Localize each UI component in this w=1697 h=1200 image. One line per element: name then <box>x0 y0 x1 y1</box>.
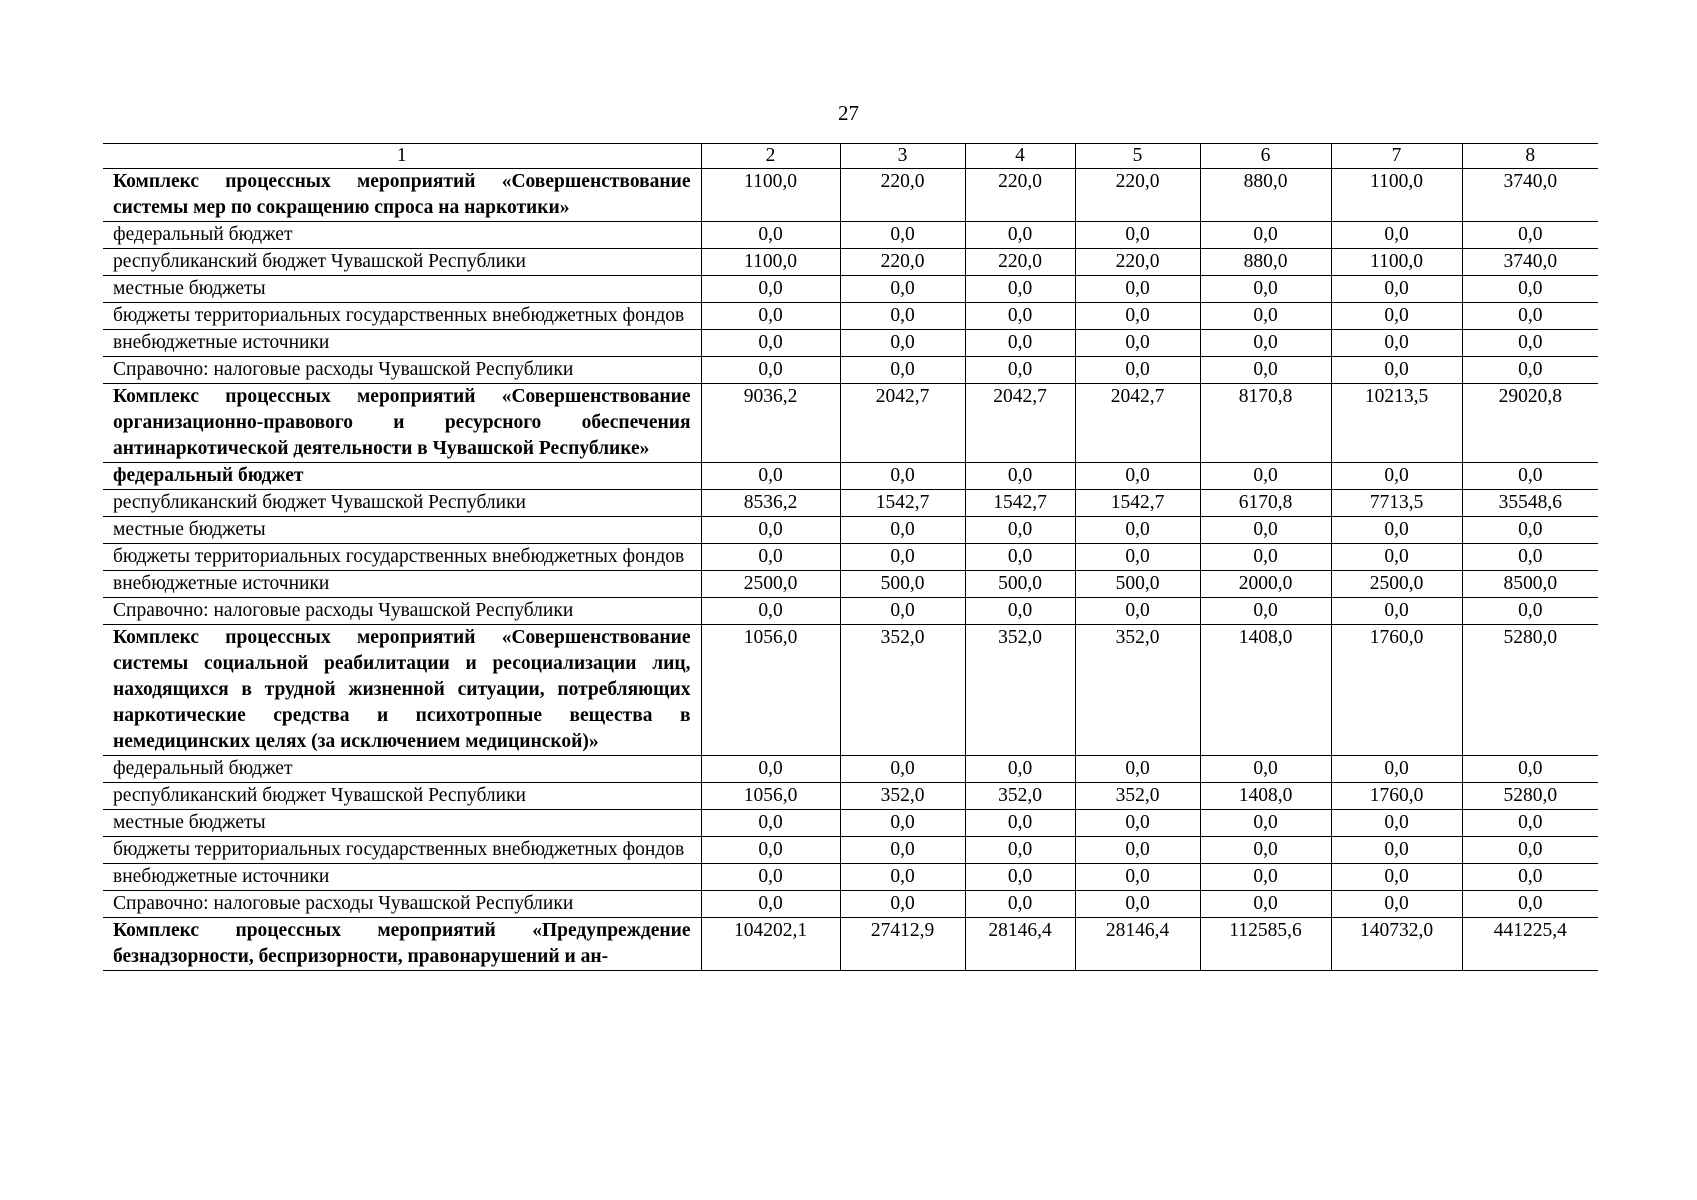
page-number: 27 <box>838 101 859 125</box>
value-cell: 0,0 <box>1200 810 1331 837</box>
table-row <box>103 598 1598 625</box>
value-cell: 0,0 <box>840 756 965 783</box>
value-cell: 0,0 <box>965 463 1075 490</box>
value-cell: 0,0 <box>1462 756 1598 783</box>
value-cell: 0,0 <box>1200 598 1331 625</box>
value-cell: 880,0 <box>1200 169 1331 222</box>
value-cell: 1408,0 <box>1200 783 1331 810</box>
value-cell: 0,0 <box>701 810 840 837</box>
table-row <box>103 864 1598 891</box>
value-cell: 0,0 <box>1331 303 1462 330</box>
value-cell: 0,0 <box>1200 756 1331 783</box>
value-cell: 0,0 <box>840 864 965 891</box>
value-cell: 0,0 <box>965 810 1075 837</box>
value-cell: 500,0 <box>965 571 1075 598</box>
value-cell: 441225,4 <box>1462 918 1598 971</box>
value-cell: 0,0 <box>840 598 965 625</box>
value-cell: 352,0 <box>840 783 965 810</box>
value-cell: 0,0 <box>1075 891 1200 918</box>
value-cell: 0,0 <box>1075 598 1200 625</box>
table-header-row <box>103 144 1598 169</box>
table-row <box>103 891 1598 918</box>
value-cell: 0,0 <box>1075 463 1200 490</box>
value-cell: 352,0 <box>840 625 965 756</box>
value-cell: 0,0 <box>1200 837 1331 864</box>
value-cell: 0,0 <box>1462 544 1598 571</box>
value-cell: 352,0 <box>965 783 1075 810</box>
value-cell: 2042,7 <box>840 384 965 463</box>
value-cell: 0,0 <box>965 517 1075 544</box>
table-row <box>103 463 1598 490</box>
value-cell: 0,0 <box>840 891 965 918</box>
value-cell: 0,0 <box>1462 330 1598 357</box>
row-label: федеральный бюджет <box>103 222 701 249</box>
table-row <box>103 783 1598 810</box>
row-label: Комплекс процессных мероприятий «Совершенствование системы социальной реабилитации и ресоциализации лиц, находящихся в трудной жизненной ситуации, потребляющих наркотические средства и психотропные вещества в немедицинских целях (за исключением медицинской)» <box>103 625 701 756</box>
value-cell: 352,0 <box>1075 783 1200 810</box>
value-cell: 1760,0 <box>1331 625 1462 756</box>
value-cell: 0,0 <box>701 891 840 918</box>
value-cell: 1100,0 <box>1331 249 1462 276</box>
row-label: местные бюджеты <box>103 810 701 837</box>
value-cell: 0,0 <box>1331 517 1462 544</box>
table-row <box>103 837 1598 864</box>
value-cell: 10213,5 <box>1331 384 1462 463</box>
value-cell: 0,0 <box>840 357 965 384</box>
table-row <box>103 625 1598 756</box>
table-row <box>103 169 1598 222</box>
value-cell: 0,0 <box>1462 891 1598 918</box>
row-label: Комплекс процессных мероприятий «Совершенствование организационно-правового и ресурсного обеспечения антинаркотической деятельности в Чувашской Республике» <box>103 384 701 463</box>
table-row <box>103 810 1598 837</box>
value-cell: 0,0 <box>965 303 1075 330</box>
row-label: Справочно: налоговые расходы Чувашской Республики <box>103 891 701 918</box>
value-cell: 0,0 <box>965 222 1075 249</box>
value-cell: 28146,4 <box>1075 918 1200 971</box>
value-cell: 0,0 <box>1075 810 1200 837</box>
value-cell: 0,0 <box>1075 544 1200 571</box>
value-cell: 0,0 <box>1462 810 1598 837</box>
value-cell: 0,0 <box>1075 276 1200 303</box>
column-header: 1 <box>103 144 701 169</box>
column-header: 4 <box>965 144 1075 169</box>
value-cell: 0,0 <box>701 276 840 303</box>
value-cell: 1542,7 <box>1075 490 1200 517</box>
value-cell: 0,0 <box>1200 864 1331 891</box>
value-cell: 0,0 <box>1462 598 1598 625</box>
value-cell: 0,0 <box>1462 222 1598 249</box>
column-header: 5 <box>1075 144 1200 169</box>
value-cell: 220,0 <box>840 249 965 276</box>
value-cell: 0,0 <box>965 330 1075 357</box>
row-label: внебюджетные источники <box>103 571 701 598</box>
value-cell: 3740,0 <box>1462 249 1598 276</box>
value-cell: 0,0 <box>1462 837 1598 864</box>
value-cell: 0,0 <box>1462 864 1598 891</box>
value-cell: 0,0 <box>1331 598 1462 625</box>
value-cell: 3740,0 <box>1462 169 1598 222</box>
value-cell: 0,0 <box>1331 463 1462 490</box>
value-cell: 5280,0 <box>1462 625 1598 756</box>
value-cell: 27412,9 <box>840 918 965 971</box>
value-cell: 0,0 <box>701 544 840 571</box>
value-cell: 1100,0 <box>1331 169 1462 222</box>
value-cell: 0,0 <box>840 517 965 544</box>
value-cell: 2500,0 <box>701 571 840 598</box>
value-cell: 0,0 <box>701 222 840 249</box>
value-cell: 0,0 <box>840 222 965 249</box>
value-cell: 0,0 <box>840 544 965 571</box>
value-cell: 6170,8 <box>1200 490 1331 517</box>
row-label: республиканский бюджет Чувашской Республики <box>103 783 701 810</box>
table-row <box>103 222 1598 249</box>
row-label: внебюджетные источники <box>103 330 701 357</box>
row-label: бюджеты территориальных государственных внебюджетных фондов <box>103 544 701 571</box>
value-cell: 0,0 <box>1462 357 1598 384</box>
value-cell: 0,0 <box>965 598 1075 625</box>
value-cell: 0,0 <box>1462 303 1598 330</box>
value-cell: 104202,1 <box>701 918 840 971</box>
value-cell: 0,0 <box>1200 330 1331 357</box>
column-header: 2 <box>701 144 840 169</box>
table-body <box>103 169 1598 971</box>
value-cell: 0,0 <box>1331 330 1462 357</box>
value-cell: 0,0 <box>1075 222 1200 249</box>
value-cell: 1760,0 <box>1331 783 1462 810</box>
table-row <box>103 357 1598 384</box>
value-cell: 0,0 <box>965 276 1075 303</box>
table-row <box>103 276 1598 303</box>
value-cell: 0,0 <box>1331 756 1462 783</box>
value-cell: 1100,0 <box>701 169 840 222</box>
value-cell: 0,0 <box>701 756 840 783</box>
row-label: местные бюджеты <box>103 276 701 303</box>
table-row <box>103 756 1598 783</box>
value-cell: 5280,0 <box>1462 783 1598 810</box>
value-cell: 0,0 <box>965 756 1075 783</box>
value-cell: 0,0 <box>965 891 1075 918</box>
value-cell: 0,0 <box>1331 544 1462 571</box>
value-cell: 2042,7 <box>965 384 1075 463</box>
value-cell: 880,0 <box>1200 249 1331 276</box>
value-cell: 1408,0 <box>1200 625 1331 756</box>
value-cell: 29020,8 <box>1462 384 1598 463</box>
row-label: бюджеты территориальных государственных внебюджетных фондов <box>103 837 701 864</box>
table-row <box>103 544 1598 571</box>
row-label: республиканский бюджет Чувашской Республики <box>103 490 701 517</box>
value-cell: 0,0 <box>1200 544 1331 571</box>
column-header: 3 <box>840 144 965 169</box>
row-label: Справочно: налоговые расходы Чувашской Республики <box>103 357 701 384</box>
column-header: 6 <box>1200 144 1331 169</box>
value-cell: 0,0 <box>701 303 840 330</box>
value-cell: 1542,7 <box>965 490 1075 517</box>
table-row <box>103 490 1598 517</box>
value-cell: 352,0 <box>965 625 1075 756</box>
table-row <box>103 330 1598 357</box>
column-header: 8 <box>1462 144 1598 169</box>
value-cell: 0,0 <box>965 837 1075 864</box>
value-cell: 0,0 <box>701 463 840 490</box>
value-cell: 0,0 <box>701 357 840 384</box>
value-cell: 0,0 <box>1331 222 1462 249</box>
value-cell: 28146,4 <box>965 918 1075 971</box>
value-cell: 0,0 <box>965 544 1075 571</box>
value-cell: 1056,0 <box>701 783 840 810</box>
value-cell: 0,0 <box>840 463 965 490</box>
row-label: Справочно: налоговые расходы Чувашской Республики <box>103 598 701 625</box>
value-cell: 2000,0 <box>1200 571 1331 598</box>
value-cell: 1542,7 <box>840 490 965 517</box>
value-cell: 35548,6 <box>1462 490 1598 517</box>
value-cell: 500,0 <box>1075 571 1200 598</box>
value-cell: 0,0 <box>1075 357 1200 384</box>
value-cell: 0,0 <box>1331 891 1462 918</box>
value-cell: 0,0 <box>840 837 965 864</box>
row-label: внебюджетные источники <box>103 864 701 891</box>
row-label: Комплекс процессных мероприятий «Совершенствование системы мер по сокращению спроса на наркотики» <box>103 169 701 222</box>
value-cell: 0,0 <box>1200 303 1331 330</box>
value-cell: 0,0 <box>1075 837 1200 864</box>
value-cell: 1100,0 <box>701 249 840 276</box>
value-cell: 140732,0 <box>1331 918 1462 971</box>
value-cell: 0,0 <box>1331 837 1462 864</box>
value-cell: 0,0 <box>1331 810 1462 837</box>
value-cell: 0,0 <box>1200 357 1331 384</box>
value-cell: 220,0 <box>840 169 965 222</box>
value-cell: 220,0 <box>965 169 1075 222</box>
value-cell: 0,0 <box>701 330 840 357</box>
value-cell: 8170,8 <box>1200 384 1331 463</box>
value-cell: 0,0 <box>1075 303 1200 330</box>
value-cell: 8500,0 <box>1462 571 1598 598</box>
value-cell: 0,0 <box>701 598 840 625</box>
value-cell: 220,0 <box>1075 169 1200 222</box>
value-cell: 0,0 <box>1200 891 1331 918</box>
value-cell: 0,0 <box>1075 330 1200 357</box>
row-label: Комплекс процессных мероприятий «Предупреждение безнадзорности, беспризорности, правонарушений и ан- <box>103 918 701 971</box>
value-cell: 0,0 <box>1075 517 1200 544</box>
table-row <box>103 918 1598 971</box>
row-label: федеральный бюджет <box>103 463 701 490</box>
row-label: бюджеты территориальных государственных внебюджетных фондов <box>103 303 701 330</box>
value-cell: 0,0 <box>1331 864 1462 891</box>
value-cell: 220,0 <box>965 249 1075 276</box>
value-cell: 0,0 <box>701 864 840 891</box>
table-row <box>103 303 1598 330</box>
value-cell: 7713,5 <box>1331 490 1462 517</box>
value-cell: 8536,2 <box>701 490 840 517</box>
value-cell: 0,0 <box>840 276 965 303</box>
value-cell: 0,0 <box>1462 517 1598 544</box>
value-cell: 0,0 <box>965 864 1075 891</box>
value-cell: 0,0 <box>840 303 965 330</box>
column-header: 7 <box>1331 144 1462 169</box>
value-cell: 2042,7 <box>1075 384 1200 463</box>
value-cell: 0,0 <box>1331 276 1462 303</box>
row-label: республиканский бюджет Чувашской Республики <box>103 249 701 276</box>
value-cell: 0,0 <box>1075 864 1200 891</box>
table-row <box>103 249 1598 276</box>
value-cell: 500,0 <box>840 571 965 598</box>
value-cell: 0,0 <box>1462 463 1598 490</box>
table-row <box>103 517 1598 544</box>
value-cell: 0,0 <box>1462 276 1598 303</box>
value-cell: 0,0 <box>1200 222 1331 249</box>
row-label: федеральный бюджет <box>103 756 701 783</box>
value-cell: 0,0 <box>965 357 1075 384</box>
budget-table <box>103 143 1598 971</box>
row-label: местные бюджеты <box>103 517 701 544</box>
value-cell: 0,0 <box>701 517 840 544</box>
value-cell: 0,0 <box>1075 756 1200 783</box>
value-cell: 0,0 <box>840 330 965 357</box>
value-cell: 2500,0 <box>1331 571 1462 598</box>
value-cell: 1056,0 <box>701 625 840 756</box>
value-cell: 0,0 <box>1200 517 1331 544</box>
table-row <box>103 571 1598 598</box>
value-cell: 112585,6 <box>1200 918 1331 971</box>
table-row <box>103 384 1598 463</box>
value-cell: 0,0 <box>1200 463 1331 490</box>
value-cell: 352,0 <box>1075 625 1200 756</box>
value-cell: 0,0 <box>1331 357 1462 384</box>
value-cell: 9036,2 <box>701 384 840 463</box>
value-cell: 220,0 <box>1075 249 1200 276</box>
value-cell: 0,0 <box>701 837 840 864</box>
value-cell: 0,0 <box>840 810 965 837</box>
value-cell: 0,0 <box>1200 276 1331 303</box>
